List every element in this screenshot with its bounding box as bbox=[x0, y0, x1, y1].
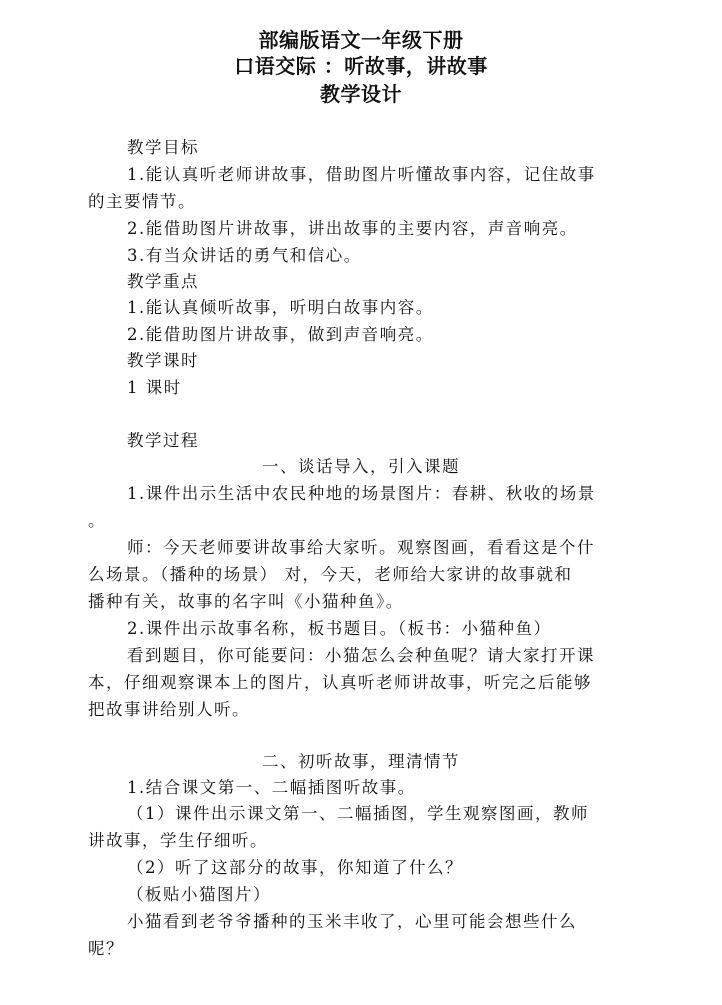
key-point-1: 1.能认真倾听故事，听明白故事内容。 bbox=[127, 298, 434, 317]
key-point-2: 2.能借助图片讲故事，做到声音响亮。 bbox=[127, 325, 434, 344]
s2-p4: （板贴小猫图片） bbox=[127, 885, 271, 904]
key-points-heading: 教学重点 bbox=[127, 272, 199, 291]
s2-p1: 1.结合课文第一、二幅插图听故事。 bbox=[127, 778, 416, 797]
s2-p3: （2）听了这部分的故事，你知道了什么？ bbox=[127, 858, 463, 877]
s1-p1-line-1: 1.课件出示生活中农民种地的场景图片：春耕、秋收的场景 bbox=[127, 484, 596, 503]
s2-p2-line-2: 讲故事，学生仔细听。 bbox=[88, 831, 268, 850]
objective-1-line-1: 1.能认真听老师讲故事，借助图片听懂故事内容，记住故事 bbox=[127, 165, 596, 184]
s1-p4-line-3: 把故事讲给别人听。 bbox=[88, 700, 250, 719]
s1-p3: 2.课件出示故事名称，板书题目。（板书：小猫种鱼） bbox=[127, 619, 552, 638]
objective-1-line-2: 的主要情节。 bbox=[88, 192, 196, 211]
s1-p2-line-2: 么场景。（播种的场景） 对，今天，老师给大家讲的故事就和 bbox=[88, 565, 573, 584]
title-line-3: 教学设计 bbox=[320, 82, 402, 106]
s2-p5-line-2: 呢？ bbox=[88, 939, 124, 958]
s1-p1-line-2: 。 bbox=[88, 511, 106, 530]
title-line-2: 口语交际 ：听故事，讲故事 bbox=[234, 54, 488, 78]
class-hours-value: 1 课时 bbox=[127, 378, 182, 397]
objectives-heading: 教学目标 bbox=[127, 138, 199, 157]
s2-p5-line-1: 小猫看到老爷爷播种的玉米丰收了，心里可能会想些什么 bbox=[127, 912, 577, 931]
s2-p2-line-1: （1）课件出示课文第一、二幅插图，学生观察图画，教师 bbox=[127, 804, 589, 823]
objective-2: 2.能借助图片讲故事，讲出故事的主要内容，声音响亮。 bbox=[127, 219, 578, 238]
class-hours-heading: 教学课时 bbox=[127, 351, 199, 370]
section-1-title: 一、谈话导入，引入课题 bbox=[262, 457, 460, 476]
process-heading: 教学过程 bbox=[127, 431, 199, 450]
objective-3: 3.有当众讲话的勇气和信心。 bbox=[127, 246, 362, 265]
s1-p2-line-1: 师：今天老师要讲故事给大家听。观察图画，看看这是个什 bbox=[127, 538, 595, 557]
section-2-title: 二、初听故事，理清情节 bbox=[262, 752, 460, 771]
s1-p4-line-1: 看到题目，你可能要问：小猫怎么会种鱼呢？请大家打开课 bbox=[127, 646, 595, 665]
s1-p2-line-3: 播种有关，故事的名字叫《小猫种鱼》。 bbox=[88, 592, 404, 611]
s1-p4-line-2: 本，仔细观察课本上的图片，认真听老师讲故事，听完之后能够 bbox=[88, 673, 592, 692]
title-line-1: 部编版语文一年级下册 bbox=[258, 28, 464, 52]
